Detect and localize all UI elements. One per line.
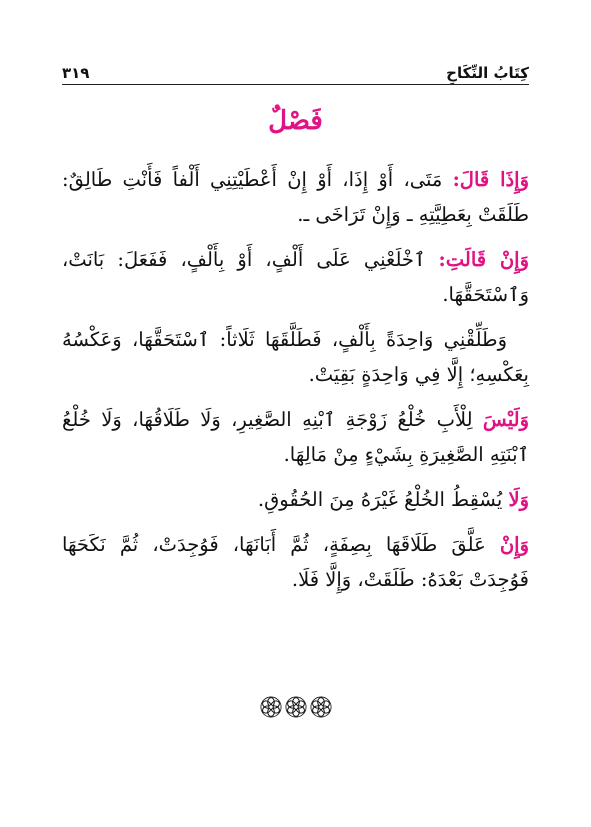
body-text — [62, 162, 529, 607]
paragraph-6 — [62, 527, 529, 597]
paragraph-text: مَتَى، أَوْ إِذَا، أَوْ إِنْ أَعْطَيْتِنِي أَلْفاً فَأَنْتِ طَالِقٌ: طَلَقَتْ بِعَطِيَّتِهِ ـ وَإِنْ تَرَاخَى ـ. — [62, 168, 529, 226]
paragraph-1 — [62, 162, 529, 232]
paragraph-lead: وَلَا — [508, 488, 529, 511]
paragraph-lead: وَإِذَا قَالَ: — [452, 168, 530, 191]
paragraph-text: لِلْأَبِ خُلْعُ زَوْجَةِ ٱبْنِهِ الصَّغِيرِ، وَلَا طَلَاقُهَا، وَلَا خُلْعُ ٱبْنَتِهِ الصَّغِيرَةِ بِشَيْءٍ مِنْ مَالِهَا. — [62, 408, 529, 466]
paragraph-text: عَلَّقَ طَلَاقَهَا بِصِفَةٍ، ثُمَّ أَبَانَهَا، فَوُجِدَتْ، ثُمَّ نَكَحَهَا فَوُجِدَتْ بَعْدَهُ: طَلَقَتْ، وَإِلَّا فَلَا. — [62, 533, 529, 591]
paragraph-lead: وَإِنْ — [499, 533, 529, 556]
paragraph-lead: وَلَيْسَ — [482, 408, 529, 431]
running-header — [62, 58, 529, 82]
paragraph-lead: وَإِنْ قَالَتِ: — [438, 248, 529, 271]
flower-ornament-icon — [310, 696, 332, 718]
section-end-ornament — [0, 696, 591, 718]
paragraph-5 — [62, 482, 529, 517]
page-number: ٣١٩ — [62, 64, 90, 82]
paragraph-text: يُسْقِطُ الخُلْعُ غَيْرَهُ مِنَ الحُقُوقِ. — [257, 488, 509, 511]
paragraph-text: ٱخْلَعْنِي عَلَى أَلْفٍ، أَوْ بِأَلْفٍ، فَفَعَلَ: بَانَتْ، وَٱسْتَحَقَّهَا. — [62, 248, 529, 306]
flower-ornament-icon — [260, 696, 282, 718]
paragraph-text: وَطَلِّقْنِي وَاحِدَةً بِأَلْفٍ، فَطَلَّقَهَا ثَلَاثاً: ٱسْتَحَقَّهَا، وَعَكْسُهُ بِعَكْسِهِ؛ إِلَّا فِي وَاحِدَةٍ بَقِيَتْ. — [62, 328, 529, 386]
paragraph-4 — [62, 402, 529, 472]
paragraph-3 — [62, 322, 529, 392]
book-title: كِتَابُ النِّكَاحِ — [446, 64, 529, 82]
flower-ornament-icon — [285, 696, 307, 718]
section-title: فَصْلٌ — [268, 106, 323, 136]
header-rule — [62, 84, 529, 85]
paragraph-2 — [62, 242, 529, 312]
